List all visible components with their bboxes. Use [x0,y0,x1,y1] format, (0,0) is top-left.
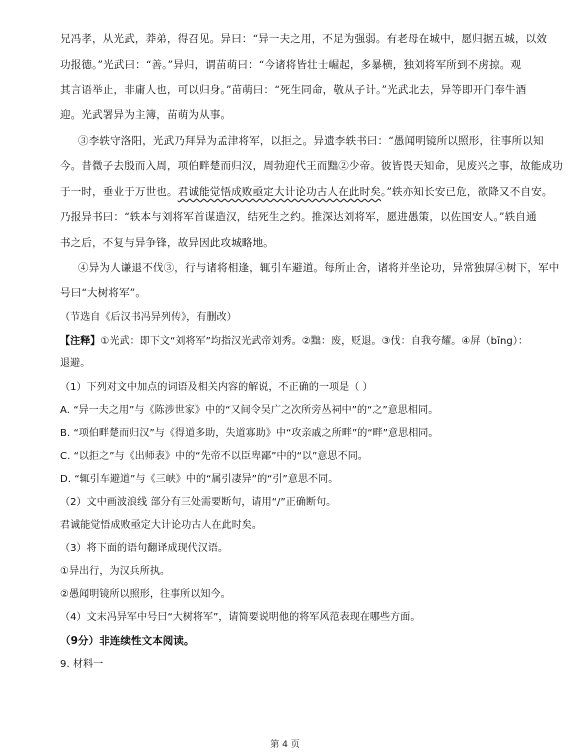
page-number: 第 4 页 [270,740,300,750]
passage-line-4: 迎。光武署异为主簿，苗萌为从事。 [60,109,232,121]
question-2-sentence: 君诚能觉悟成败亟定大计论功古人在此时矣。 [60,520,262,531]
question-3-item-2: ②愚闻明镜所以照形，往事所以知今。 [60,589,231,600]
question-4: （4）文末冯异军中号曰“大树将军”，请简要说明他的将军风范表现在哪些方面。 [60,612,421,623]
option-a: A. “异一夫之用”与《陈涉世家》中的“又间令吴广之次所旁丛祠中”的“之”意思相同。 [60,405,439,416]
section-heading: （9分）非连续性文本阅读。 [60,635,195,647]
wavy-underlined-sentence: 君诚能觉悟成败亟定大计论功古人在此时矣 [177,186,382,198]
passage-line-7-start: 于一时，垂业于万世也。 [60,186,178,198]
notes-line-2: 退避。 [60,358,91,369]
question-3-item-1: ①异出行，为汉兵所执。 [60,566,171,577]
passage-line-2: 功报德。”光武曰：“善。”异归，谓苗萌曰：“今诸将皆壮士崛起，多暴横，独刘将军所到不虏掠。观 [60,59,522,71]
passage-line-9: 书之后，不复与异争锋，故异因此攻城略地。 [60,237,274,249]
passage-line-6: 今。昔微子去殷而入周，项伯畔楚而归汉，周勃迎代王而黜②少帝。彼皆畏天知命，见废兴之事，故能成功 [60,160,563,172]
passage-line-7-end: 。”轶亦知长安已危，欲降又不自安。 [381,186,553,198]
notes-line-1 [60,335,528,349]
notes-text-1: ①光武：即下文“刘将军”均指汉光武帝刘秀。②黜：废，贬退。③伐：自我夸耀。④屏（bīng）： [100,336,529,347]
passage-line-10: ④异为人谦退不伐③，行与诸将相逢，辄引车避道。每所止舍，诸将并坐论功，异常独屏④树下，军中 [78,262,560,274]
passage-line-8: 乃报异书曰：“轶本与刘将军首谋造汉，结死生之约。推深达刘将军，愿进愚策，以佐国安人。”轶自通 [60,211,537,223]
question-1: （1）下列对文中加点的词语及相关内容的解说，不正确的一项是（ ） [60,382,373,393]
passage-line-1: 兄冯孝，从光武，莽弟，得召见。异曰：“异一夫之用，不足为强弱。有老母在城中，愿归据五城，以效 [60,33,548,45]
notes-label: 【注释】 [60,336,101,347]
passage-line-5: ③李轶守洛阳，光武乃拜异为孟津将军，以拒之。异遗李轶书曰：“愚闻明镜所以照形，往事所以知 [78,135,544,147]
question-3: （3）将下面的语句翻译成现代汉语。 [60,543,229,554]
passage-line-3: 其言语举止，非庸人也，可以归身。”苗萌曰：“死生同命，敬从子计。”光武北去，异等即开门奉牛酒 [60,84,527,96]
passage-line-7 [60,185,553,199]
passage-line-11: 号曰“大树将军”。 [60,287,147,299]
option-d: D. “辄引车避道”与《三峡》中的“属引凄异”的“引”意思不同。 [60,474,339,485]
passage-source: （节选自《后汉书冯异列传》，有删改） [60,312,237,323]
section-item-9: 9. 材料一 [60,659,104,670]
question-2: （2）文中画波浪线 部分有三处需要断句，请用“/”正确断句。 [60,497,337,508]
option-b: B. “项伯畔楚而归汉”与《得道多助，失道寡助》中“攻亲戚之所畔”的“畔”意思相同。 [60,428,439,439]
option-c: C. “以拒之”与《出师表》中的“先帝不以臣卑鄙”中的“以”意思不同。 [60,451,368,462]
